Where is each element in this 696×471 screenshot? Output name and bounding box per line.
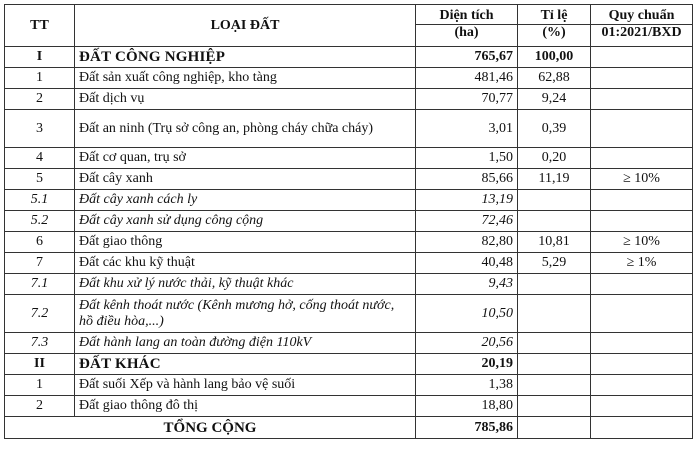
row-number: 7.3 <box>5 333 75 354</box>
row-number: 5.2 <box>5 211 75 232</box>
table-body <box>5 47 693 417</box>
table-row <box>5 89 693 110</box>
land-use-table <box>4 4 693 439</box>
table-row <box>5 253 693 274</box>
land-type: Đất dịch vụ <box>75 89 416 110</box>
row-number: 2 <box>5 89 75 110</box>
header-standard-code: 01:2021/BXD <box>591 25 693 47</box>
total-ratio <box>518 417 591 439</box>
standard-value <box>591 110 693 148</box>
table-row <box>5 148 693 169</box>
row-number: I <box>5 47 75 68</box>
header-tt: TT <box>5 5 75 47</box>
land-type: Đất kênh thoát nước (Kênh mương hở, cống thoát nước, hồ điều hòa,...) <box>75 295 416 333</box>
land-type: Đất suối Xếp và hành lang bảo vệ suối <box>75 375 416 396</box>
ratio-value <box>518 333 591 354</box>
ratio-value: 0,39 <box>518 110 591 148</box>
header-ratio-unit: (%) <box>518 25 591 47</box>
row-number: 2 <box>5 396 75 417</box>
table-row <box>5 190 693 211</box>
table-row <box>5 68 693 89</box>
land-type: Đất các khu kỹ thuật <box>75 253 416 274</box>
area-value: 9,43 <box>416 274 518 295</box>
area-value: 10,50 <box>416 295 518 333</box>
ratio-value <box>518 354 591 375</box>
header-area: Diện tích <box>416 5 518 25</box>
area-value: 765,67 <box>416 47 518 68</box>
table-row <box>5 333 693 354</box>
land-type: Đất cây xanh sử dụng công cộng <box>75 211 416 232</box>
area-value: 70,77 <box>416 89 518 110</box>
land-type: Đất cơ quan, trụ sở <box>75 148 416 169</box>
standard-value <box>591 295 693 333</box>
total-area: 785,86 <box>416 417 518 439</box>
header-area-unit: (ha) <box>416 25 518 47</box>
standard-value: ≥ 1% <box>591 253 693 274</box>
standard-value <box>591 354 693 375</box>
area-value: 18,80 <box>416 396 518 417</box>
standard-value <box>591 211 693 232</box>
ratio-value: 9,24 <box>518 89 591 110</box>
standard-value <box>591 148 693 169</box>
row-number: 5 <box>5 169 75 190</box>
land-type: ĐẤT CÔNG NGHIỆP <box>75 47 416 68</box>
table-row <box>5 375 693 396</box>
standard-value <box>591 396 693 417</box>
standard-value: ≥ 10% <box>591 169 693 190</box>
area-value: 20,19 <box>416 354 518 375</box>
table-row <box>5 354 693 375</box>
ratio-value: 5,29 <box>518 253 591 274</box>
header-ratio: Tỉ lệ <box>518 5 591 25</box>
ratio-value <box>518 396 591 417</box>
land-type: ĐẤT KHÁC <box>75 354 416 375</box>
table-row <box>5 169 693 190</box>
land-type: Đất cây xanh <box>75 169 416 190</box>
standard-value: ≥ 10% <box>591 232 693 253</box>
table-row <box>5 396 693 417</box>
area-value: 13,19 <box>416 190 518 211</box>
area-value: 481,46 <box>416 68 518 89</box>
ratio-value <box>518 274 591 295</box>
row-number: 1 <box>5 68 75 89</box>
ratio-value: 100,00 <box>518 47 591 68</box>
standard-value <box>591 333 693 354</box>
area-value: 85,66 <box>416 169 518 190</box>
standard-value <box>591 190 693 211</box>
land-type: Đất hành lang an toàn đường điện 110kV <box>75 333 416 354</box>
row-number: 7.2 <box>5 295 75 333</box>
land-type: Đất giao thông <box>75 232 416 253</box>
row-number: 6 <box>5 232 75 253</box>
row-number: 7.1 <box>5 274 75 295</box>
header-standard: Quy chuẩn <box>591 5 693 25</box>
total-row <box>5 417 693 439</box>
land-type: Đất an ninh (Trụ sở công an, phòng cháy chữa cháy) <box>75 110 416 148</box>
area-value: 82,80 <box>416 232 518 253</box>
standard-value <box>591 89 693 110</box>
standard-value <box>591 274 693 295</box>
table-row <box>5 274 693 295</box>
ratio-value <box>518 211 591 232</box>
row-number: 3 <box>5 110 75 148</box>
total-label: TỔNG CỘNG <box>5 417 416 439</box>
land-type: Đất khu xử lý nước thải, kỹ thuật khác <box>75 274 416 295</box>
table-row <box>5 47 693 68</box>
ratio-value <box>518 190 591 211</box>
standard-value <box>591 375 693 396</box>
row-number: 4 <box>5 148 75 169</box>
area-value: 40,48 <box>416 253 518 274</box>
ratio-value: 10,81 <box>518 232 591 253</box>
land-type: Đất sản xuất công nghiệp, kho tàng <box>75 68 416 89</box>
ratio-value: 11,19 <box>518 169 591 190</box>
area-value: 1,38 <box>416 375 518 396</box>
total-standard <box>591 417 693 439</box>
ratio-value: 0,20 <box>518 148 591 169</box>
table-row <box>5 232 693 253</box>
land-type: Đất giao thông đô thị <box>75 396 416 417</box>
row-number: 7 <box>5 253 75 274</box>
area-value: 72,46 <box>416 211 518 232</box>
header-land-type: LOẠI ĐẤT <box>75 5 416 47</box>
row-number: 5.1 <box>5 190 75 211</box>
row-number: 1 <box>5 375 75 396</box>
standard-value <box>591 47 693 68</box>
area-value: 20,56 <box>416 333 518 354</box>
land-type: Đất cây xanh cách ly <box>75 190 416 211</box>
standard-value <box>591 68 693 89</box>
table-row <box>5 110 693 148</box>
table-row <box>5 211 693 232</box>
area-value: 3,01 <box>416 110 518 148</box>
table-row <box>5 295 693 333</box>
row-number: II <box>5 354 75 375</box>
ratio-value <box>518 295 591 333</box>
area-value: 1,50 <box>416 148 518 169</box>
ratio-value <box>518 375 591 396</box>
ratio-value: 62,88 <box>518 68 591 89</box>
